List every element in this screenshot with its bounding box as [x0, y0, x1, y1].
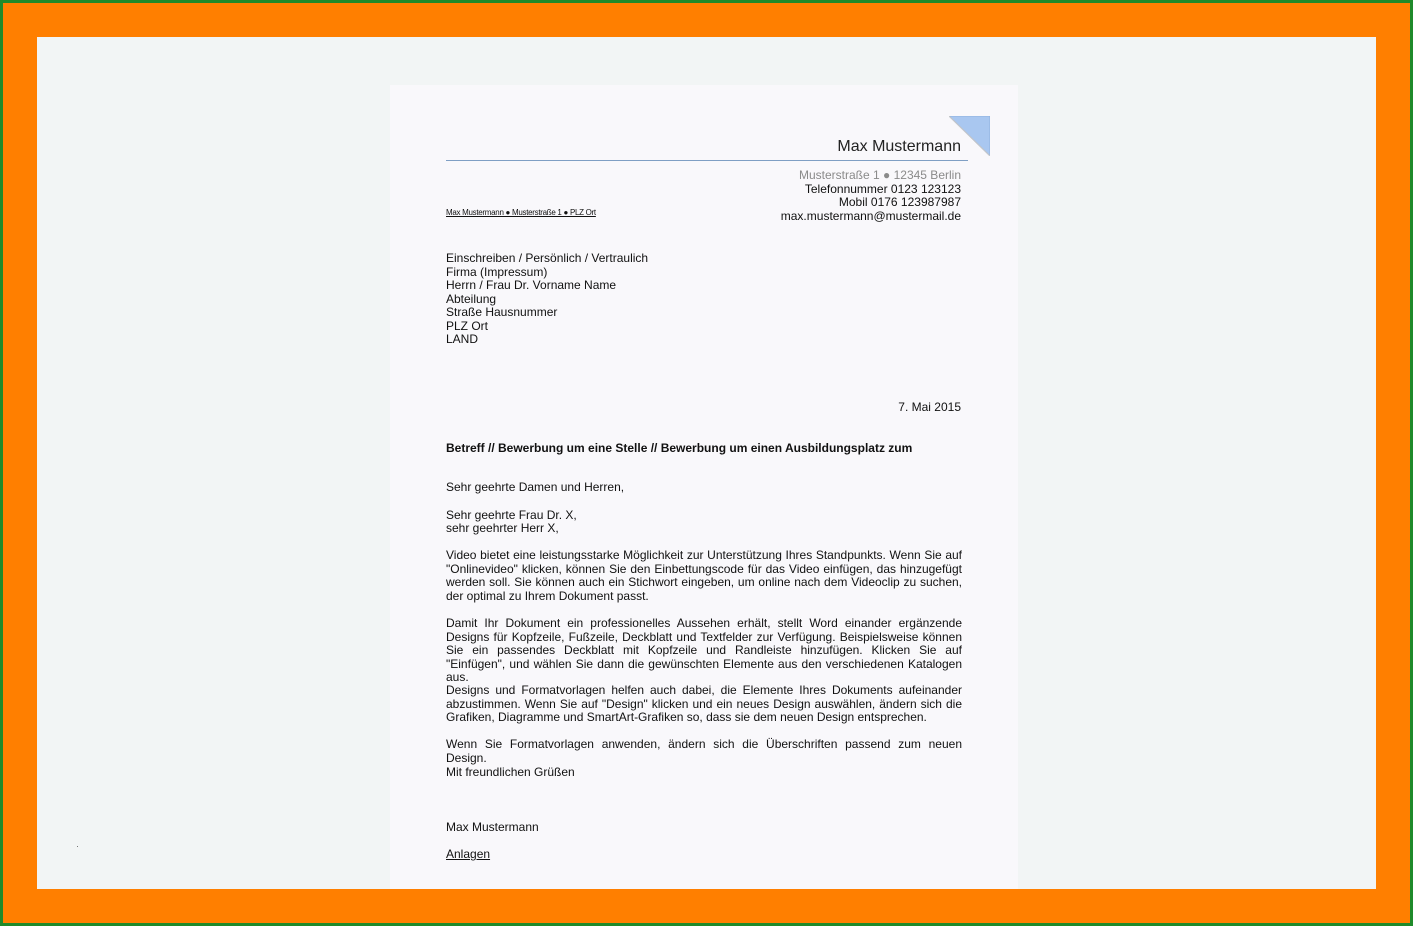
recipient-block [446, 252, 648, 347]
body-paragraph: Video bietet eine leistungsstarke Möglichkeit zur Unterstützung Ihres Standpunkts. Wenn Sie auf "Onlinevideo" klicken, können Sie den Einbettungscode für das Video einfügen, das hinzugefügt werden soll. Sie können auch ein Stichwort eingeben, um online nach dem Videoclip zu suchen, der optimal zu Ihrem Dokument passt. [446, 548, 962, 603]
recipient-line: Einschreiben / Persönlich / Vertraulich [446, 251, 649, 265]
salutation: Sehr geehrte Damen und Herren, [446, 480, 625, 494]
sender-email: max.mustermann@mustermail.de [780, 208, 961, 223]
sender-name-heading: Max Mustermann [837, 138, 961, 155]
body-paragraph: Damit Ihr Dokument ein professionelles Aussehen erhält, stellt Word einander ergänzende Designs für Kopfzeile, Fußzeile, Deckblatt und Textfelder zur Verfügung. Beispielsweise können Sie ein passendes Deckblatt mit Kopfzeile und Randleiste hinzufügen. Klicken Sie auf "Einfügen", und wählen Sie dann die gewünschten Elemente aus den verschiedenen Katalogen aus. [446, 616, 962, 684]
recipient-line: Herrn / Frau Dr. Vorname Name [446, 278, 617, 292]
body-paragraph: Designs und Formatvorlagen helfen auch dabei, die Elemente Ihres Dokuments aufeinander abzustimmen. Wenn Sie auf "Design" klicken und ein neues Design auswählen, ändern sich die Grafiken, Diagramme und SmartArt-Grafiken so, dass sie dem neuen Design entsprechen. [446, 683, 962, 724]
recipient-line: PLZ Ort [446, 318, 489, 333]
closing: Mit freundlichen Grüßen [446, 765, 575, 779]
sender-phone: Telefonnummer 0123 123123 [804, 181, 961, 196]
sender-street: Musterstraße 1 ● 12345 Berlin [799, 168, 961, 182]
return-address-line: Max Mustermann ● Musterstraße 1 ● PLZ Ort [446, 208, 596, 217]
signature-name: Max Mustermann [446, 820, 539, 834]
stray-dot [77, 846, 78, 847]
header-rule [446, 160, 968, 161]
attachments-link[interactable]: Anlagen [446, 847, 491, 861]
recipient-line: Firma (Impressum) [446, 264, 548, 279]
salutation-alt-2: sehr geehrter Herr X, [446, 521, 559, 535]
recipient-line: Abteilung [446, 291, 497, 306]
sender-mobile: Mobil 0176 123987987 [838, 195, 961, 210]
salutation-alt-1: Sehr geehrte Frau Dr. X, [446, 508, 577, 522]
sender-contact-block [781, 169, 961, 223]
letter-date: 7. Mai 2015 [898, 400, 961, 414]
subject-line: Betreff // Bewerbung um eine Stelle // Bewerbung um einen Ausbildungsplatz zum [446, 441, 913, 455]
recipient-line: Straße Hausnummer [446, 305, 558, 319]
recipient-line: LAND [446, 332, 479, 346]
body-paragraph: Wenn Sie Formatvorlagen anwenden, ändern sich die Überschriften passend zum neuen Design. [446, 737, 962, 765]
